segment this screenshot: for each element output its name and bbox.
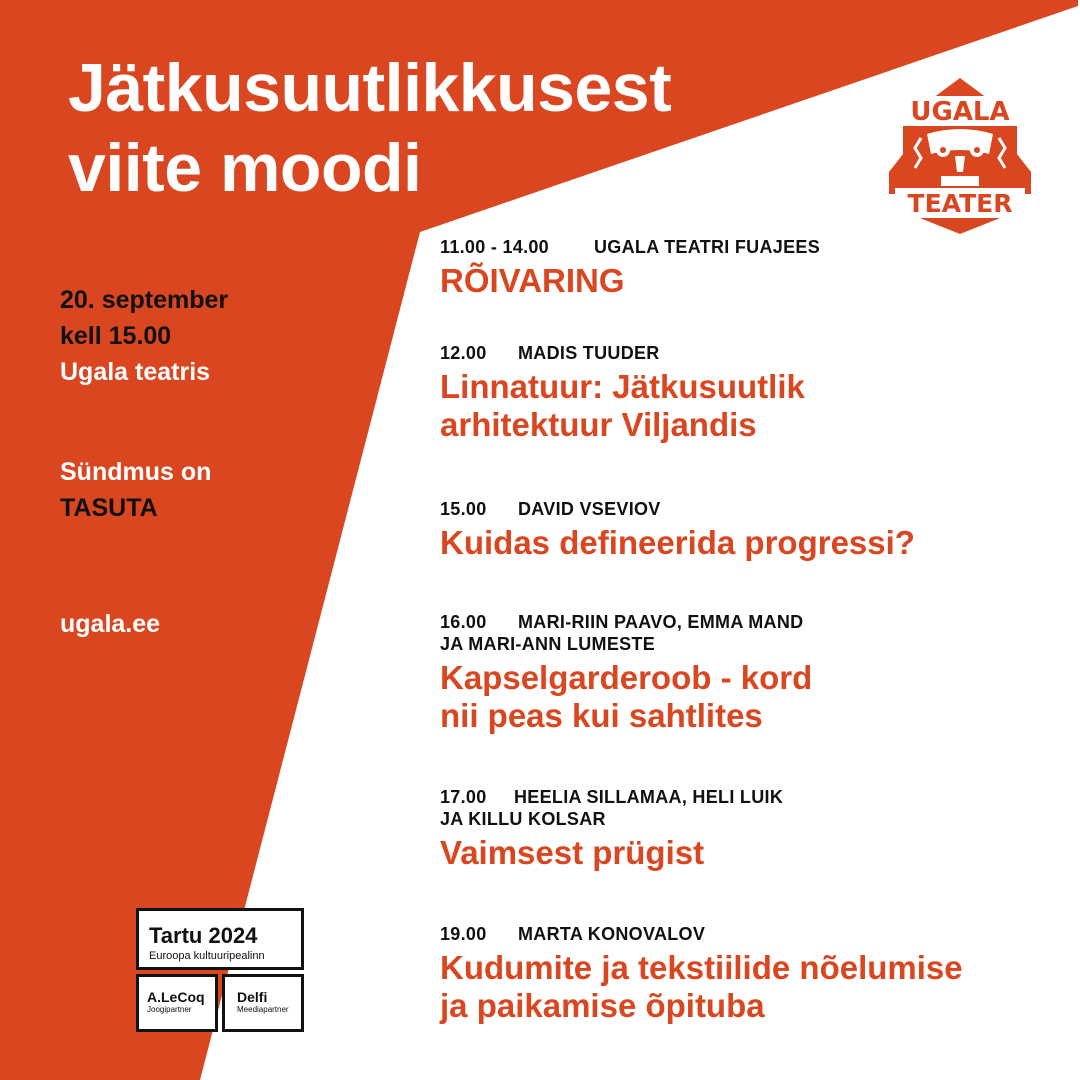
alecoq-logo <box>136 974 218 1032</box>
free-entry-line-2: TASUTA <box>60 494 158 522</box>
delfi-role: Meediapartner <box>237 1005 289 1014</box>
schedule-item <box>440 923 1070 1025</box>
schedule-title <box>440 368 1070 444</box>
schedule-item <box>440 342 1070 444</box>
schedule-title-line: Vaimsest prügist <box>440 834 705 871</box>
schedule-item <box>440 236 1070 300</box>
free-entry-line-1: Sündmus on <box>60 458 212 486</box>
schedule-time: 12.00 <box>440 343 487 363</box>
title-line-1: Jätkusuutlikkusest <box>68 50 672 126</box>
schedule-title-line: Linnatuur: Jätkusuutlik <box>440 368 805 405</box>
schedule-meta <box>440 236 1070 258</box>
event-datetime <box>60 282 228 390</box>
schedule-title-line: RÕIVARING <box>440 262 625 299</box>
partner-logos <box>136 908 304 1032</box>
event-time: kell 15.00 <box>60 322 172 350</box>
schedule-item <box>440 786 1070 872</box>
schedule-meta <box>440 786 1070 830</box>
event-venue: Ugala teatris <box>60 358 211 386</box>
schedule-time: 11.00 - 14.00 <box>440 237 549 257</box>
poster-title <box>68 48 671 208</box>
schedule-meta <box>440 611 1070 655</box>
logo-top-text: UGALA <box>910 97 1010 127</box>
schedule-meta <box>440 923 1070 945</box>
schedule-speaker: MARTA KONOVALOV <box>518 924 706 944</box>
tartu-2024-title: Tartu 2024 <box>149 923 258 948</box>
schedule-speaker-line-2: JA MARI-ANN LUMESTE <box>440 634 656 654</box>
schedule-title <box>440 262 1070 300</box>
website-text[interactable]: ugala.ee <box>60 610 161 638</box>
schedule-title-line: arhitektuur Viljandis <box>440 406 757 443</box>
schedule-title <box>440 949 1070 1025</box>
schedule-title-line: ja paikamise õpituba <box>440 987 765 1024</box>
delfi-logo <box>222 974 304 1032</box>
title-line-2: viite moodi <box>68 130 422 206</box>
schedule-speaker: DAVID VSEVIOV <box>518 499 661 519</box>
schedule-speaker: HEELIA SILLAMAA, HELI LUIK <box>514 787 784 807</box>
schedule-time: 15.00 <box>440 499 487 519</box>
event-date: 20. september <box>60 286 229 314</box>
schedule-title <box>440 524 1070 562</box>
schedule-title-line: Kapselgarderoob - kord <box>440 659 813 696</box>
schedule-time: 19.00 <box>440 924 487 944</box>
alecoq-name: A.LeCoq <box>147 989 205 1005</box>
tartu-2024-logo <box>136 908 304 970</box>
free-entry-note <box>60 454 211 526</box>
website-link[interactable] <box>60 606 160 642</box>
alecoq-role: Joogipartner <box>147 1005 192 1014</box>
schedule-item <box>440 611 1070 735</box>
schedule-title-line: nii peas kui sahtlites <box>440 697 763 734</box>
schedule-meta <box>440 498 1070 520</box>
schedule-title <box>440 659 1070 735</box>
schedule-item <box>440 498 1070 562</box>
schedule-speaker: MADIS TUUDER <box>518 343 660 363</box>
schedule-speaker: MARI-RIIN PAAVO, EMMA MAND <box>518 612 804 632</box>
schedule-speaker-line-2: JA KILLU KOLSAR <box>440 809 606 829</box>
tartu-2024-subtitle: Euroopa kultuuripealinn <box>149 950 265 962</box>
schedule-meta <box>440 342 1070 364</box>
schedule-speaker: UGALA TEATRI FUAJEES <box>594 237 821 257</box>
schedule-title-line: Kuidas defineerida progressi? <box>440 524 915 561</box>
schedule-title <box>440 834 1070 872</box>
schedule-time: 17.00 <box>440 787 487 807</box>
logo-bottom-text: TEATER <box>907 189 1013 218</box>
delfi-name: Delfi <box>237 989 268 1005</box>
schedule-time: 16.00 <box>440 612 487 632</box>
schedule-title-line: Kudumite ja tekstiilide nõelumise <box>440 949 963 986</box>
ugala-teater-logo-icon <box>885 76 1035 236</box>
